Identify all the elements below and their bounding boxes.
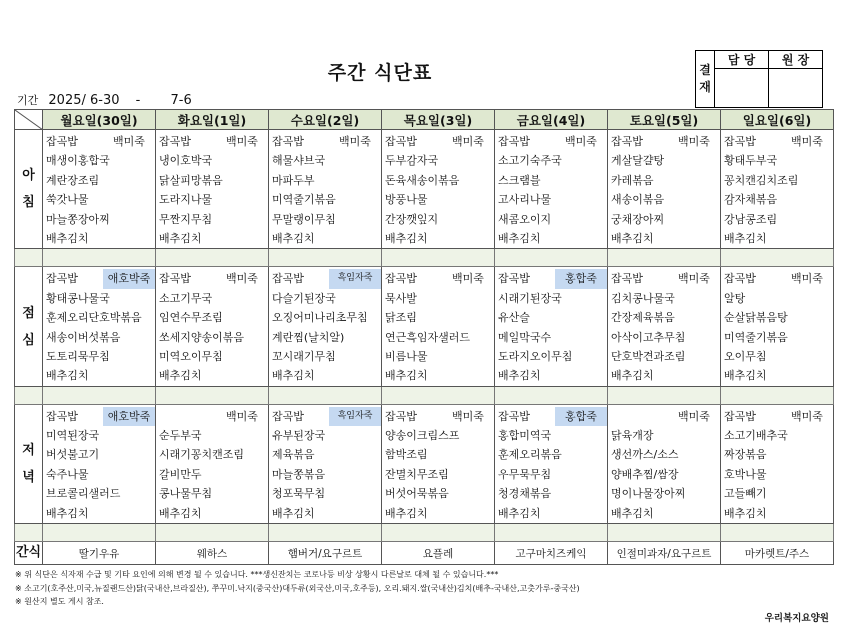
dish-item: 강남콩조림 <box>724 212 778 226</box>
rice-item: 잡곡밥 <box>272 135 304 148</box>
dish-item: 아삭이고추무침 <box>611 330 686 344</box>
dish-item: 순두부국 <box>159 429 202 443</box>
dish-item: 배추김치 <box>159 506 202 520</box>
porridge-item: 백미죽 <box>791 135 823 148</box>
dish-item: 고사리나물 <box>498 193 552 207</box>
dish-item: 쑥갓나물 <box>46 193 89 207</box>
dish-item: 마늘쫑장아찌 <box>46 212 110 226</box>
dish-item: 홍합미역국 <box>498 429 552 443</box>
period-dash: - <box>135 93 141 108</box>
breakfast-cell <box>156 130 269 249</box>
dish-item: 우무묵무침 <box>498 467 552 481</box>
dish-item: 돈육새송이볶음 <box>385 173 460 187</box>
dish-item: 청경채볶음 <box>498 487 552 501</box>
dinner-cell <box>43 404 156 523</box>
dish-item: 배추김치 <box>498 506 541 520</box>
dish-item: 미역줄기볶음 <box>272 193 336 207</box>
dish-item: 닭살피망볶음 <box>159 173 223 187</box>
dish-item: 무짠지무침 <box>159 212 213 226</box>
porridge-item: 백미죽 <box>678 409 710 423</box>
day-header: 일요일(6일) <box>721 110 834 130</box>
approval-col-staff: 담 당 <box>715 51 769 69</box>
dish-item: 제육볶음 <box>272 448 315 462</box>
porridge-item: 백미죽 <box>452 272 484 286</box>
dish-item: 소고기배추국 <box>724 429 788 443</box>
period <box>17 92 192 108</box>
dish-item: 알탕 <box>724 291 746 305</box>
dish-item: 게살달걀탕 <box>611 154 665 168</box>
corner-cell <box>15 110 43 130</box>
porridge-item: 백미죽 <box>113 135 145 148</box>
porridge-item: 백미죽 <box>452 409 484 423</box>
page-title: 주간 식단표 <box>327 62 433 84</box>
snack-cell: 인절미과자/요구르트 <box>608 542 721 565</box>
rice-item: 잡곡밥 <box>498 135 530 148</box>
dish-item: 새송이버섯볶음 <box>46 330 121 344</box>
rice-item: 잡곡밥 <box>159 135 191 148</box>
dish-item: 배추김치 <box>498 369 541 383</box>
porridge-item: 홍합죽 <box>555 269 607 288</box>
dish-item: 마늘쫑볶음 <box>272 467 326 481</box>
snack-cell: 요플레 <box>382 542 495 565</box>
dish-item: 청포묵무침 <box>272 487 326 501</box>
dish-item: 임연수무조림 <box>159 311 223 325</box>
dish-item: 도토리묵무침 <box>46 349 110 363</box>
note-line: ※ 위 식단은 식자재 수급 및 기타 요인에 의해 변경 될 수 있습니다. ***생신잔치는 코로나등 비상 상황시 다른날로 대체 될 수 있습니다.*** <box>15 570 499 579</box>
dish-item: 연근흑임자샐러드 <box>385 330 471 344</box>
lunch-cell <box>269 267 382 386</box>
dish-item: 양배추찜/쌈장 <box>611 467 679 481</box>
dish-item: 생선까스/소스 <box>611 448 679 462</box>
dish-item: 꼬시래기무침 <box>272 349 336 363</box>
dish-item: 명이나물장아찌 <box>611 487 686 501</box>
dish-item: 양송이크림스프 <box>385 429 460 443</box>
dish-item: 도라지오이무침 <box>498 349 573 363</box>
dish-item: 단호박견과조림 <box>611 349 686 363</box>
dish-item: 콩나물무침 <box>159 487 213 501</box>
dish-item: 버섯불고기 <box>46 448 100 462</box>
porridge-item: 백미죽 <box>791 409 823 423</box>
rice-item: 잡곡밥 <box>272 409 304 423</box>
porridge-item: 백미죽 <box>678 135 710 148</box>
dish-item: 배추김치 <box>724 231 767 245</box>
dish-item: 버섯어묵볶음 <box>385 487 449 501</box>
dish-item: 새콤오이지 <box>498 212 552 226</box>
dish-item: 소고기무국 <box>159 291 213 305</box>
dish-item: 배추김치 <box>46 231 89 245</box>
dish-item: 김치콩나물국 <box>611 291 675 305</box>
menu-table <box>14 109 834 565</box>
dinner-cell <box>721 404 834 523</box>
porridge-item: 흑임자죽 <box>329 269 381 288</box>
dinner-cell <box>608 404 721 523</box>
dish-item: 배추김치 <box>385 231 428 245</box>
porridge-item: 애호박죽 <box>103 269 155 288</box>
dish-item: 새송이볶음 <box>611 193 665 207</box>
lunch-cell <box>608 267 721 386</box>
porridge-item: 백미죽 <box>226 272 258 286</box>
porridge-item: 백미죽 <box>565 135 597 148</box>
rice-item: 잡곡밥 <box>272 272 304 286</box>
day-header-row <box>15 110 834 130</box>
period-from: 2025/ 6-30 <box>48 93 120 108</box>
rice-item: 잡곡밥 <box>498 409 530 423</box>
snack-cell: 햄버거/요구르트 <box>269 542 382 565</box>
dish-item: 배추김치 <box>611 231 654 245</box>
rice-item: 잡곡밥 <box>611 272 643 286</box>
dish-item: 배추김치 <box>611 506 654 520</box>
dish-item: 유부된장국 <box>272 429 326 443</box>
approval-sign-director[interactable] <box>769 69 823 108</box>
dish-item: 방풍나물 <box>385 193 428 207</box>
dish-item: 배추김치 <box>159 369 202 383</box>
dish-item: 함박조림 <box>385 448 428 462</box>
dish-item: 감자채볶음 <box>724 193 778 207</box>
rice-item: 잡곡밥 <box>385 135 417 148</box>
approval-col-director: 원 장 <box>769 51 823 69</box>
lunch-cell <box>156 267 269 386</box>
dish-item: 배추김치 <box>272 369 315 383</box>
gap-row <box>15 249 834 267</box>
dish-item: 시래기된장국 <box>498 291 562 305</box>
dish-item: 꽁치캔김치조림 <box>724 173 799 187</box>
porridge-item: 백미죽 <box>791 272 823 286</box>
dish-item: 닭육개장 <box>611 429 654 443</box>
dish-item: 계란장조림 <box>46 173 100 187</box>
dish-item: 무말랭이무침 <box>272 212 336 226</box>
dish-item: 오징어미나리초무침 <box>272 311 368 325</box>
approval-sign-staff[interactable] <box>715 69 769 108</box>
dish-item: 닭조림 <box>385 311 417 325</box>
dish-item: 소고기숙주국 <box>498 154 562 168</box>
dish-item: 궁채장아찌 <box>611 212 665 226</box>
dish-item: 잔멸치무조림 <box>385 467 449 481</box>
note-line: ※ 원산지 별도 게시 참조. <box>15 597 104 606</box>
dinner-cell <box>382 404 495 523</box>
snack-cell: 고구마치즈케익 <box>495 542 608 565</box>
day-header: 목요일(3일) <box>382 110 495 130</box>
note-line: ※ 소고기(호주산,미국,뉴질랜드산)닭(국내산,브라질산), 쭈꾸미.낙지(중국산)대두류(외국산,미국,호주등), 오리.돼지.쌀(국내산)김치(배추-국내산,고춧가루-중국산) <box>15 583 580 593</box>
porridge-item: 백미죽 <box>452 135 484 148</box>
dinner-cell <box>156 404 269 523</box>
porridge-item: 백미죽 <box>339 135 371 148</box>
dish-item: 배추김치 <box>272 506 315 520</box>
rice-item: 잡곡밥 <box>498 272 530 286</box>
dish-item: 고들빼기 <box>724 487 767 501</box>
dish-item: 비름나물 <box>385 349 428 363</box>
dish-item: 묵사발 <box>385 291 417 305</box>
dinner-cell <box>495 404 608 523</box>
dish-item: 배추김치 <box>385 369 428 383</box>
dish-item: 미역오이무침 <box>159 349 223 363</box>
dish-item: 간장깻잎지 <box>385 212 439 226</box>
dish-item: 숙주나물 <box>46 467 89 481</box>
meal-label-breakfast: 아 침 <box>15 130 43 249</box>
rice-item: 잡곡밥 <box>724 409 756 423</box>
dish-item: 해물샤브국 <box>272 154 326 168</box>
dish-item: 카레볶음 <box>611 173 654 187</box>
dish-item: 호박나물 <box>724 467 767 481</box>
dish-item: 다슬기된장국 <box>272 291 336 305</box>
day-header: 토요일(5일) <box>608 110 721 130</box>
rice-item: 잡곡밥 <box>724 135 756 148</box>
dinner-cell <box>269 404 382 523</box>
breakfast-cell <box>721 130 834 249</box>
dish-item: 짜장볶음 <box>724 448 767 462</box>
dish-item: 배추김치 <box>498 231 541 245</box>
breakfast-cell <box>382 130 495 249</box>
dish-item: 냉이호박국 <box>159 154 213 168</box>
period-to: 7-6 <box>170 93 192 108</box>
notes <box>15 568 580 609</box>
rice-item: 잡곡밥 <box>46 135 78 148</box>
snack-cell: 웨하스 <box>156 542 269 565</box>
day-header: 금요일(4일) <box>495 110 608 130</box>
snack-cell: 마카렛트/주스 <box>721 542 834 565</box>
approval-box <box>695 50 823 108</box>
dinner-row <box>15 404 834 523</box>
dish-item: 배추김치 <box>159 231 202 245</box>
lunch-cell <box>721 267 834 386</box>
dish-item: 배추김치 <box>46 506 89 520</box>
dish-item: 훈제오리볶음 <box>498 448 562 462</box>
meal-label-snack: 간식 <box>15 542 43 565</box>
dish-item: 두부감자국 <box>385 154 439 168</box>
dish-item: 쏘세지양송이볶음 <box>159 330 245 344</box>
rice-item: 잡곡밥 <box>385 409 417 423</box>
lunch-cell <box>382 267 495 386</box>
rice-item: 잡곡밥 <box>724 272 756 286</box>
breakfast-cell <box>269 130 382 249</box>
lunch-row <box>15 267 834 386</box>
dish-item: 배추김치 <box>724 369 767 383</box>
porridge-item: 백미죽 <box>226 409 258 423</box>
dish-item: 메일막국수 <box>498 330 552 344</box>
dish-item: 순살닭볶음탕 <box>724 311 788 325</box>
dish-item: 배추김치 <box>724 506 767 520</box>
dish-item: 갈비만두 <box>159 467 202 481</box>
dish-item: 배추김치 <box>611 369 654 383</box>
dish-item: 황태두부국 <box>724 154 778 168</box>
dish-item: 황태콩나물국 <box>46 291 110 305</box>
dish-item: 계란찜(날치알) <box>272 330 345 344</box>
dish-item: 오이무침 <box>724 349 767 363</box>
rice-item: 잡곡밥 <box>46 272 78 286</box>
day-header: 화요일(1일) <box>156 110 269 130</box>
dish-item: 마파두부 <box>272 173 315 187</box>
dish-item: 시래기꽁치캔조림 <box>159 448 245 462</box>
porridge-item: 흑임자죽 <box>329 407 381 426</box>
snack-row <box>15 542 834 565</box>
dish-item: 매생이홍합국 <box>46 154 110 168</box>
facility-name: 우리복지요양원 <box>764 613 829 624</box>
dish-item: 미역줄기볶음 <box>724 330 788 344</box>
porridge-item: 백미죽 <box>226 135 258 148</box>
day-header: 월요일(30일) <box>43 110 156 130</box>
rice-item: 잡곡밥 <box>159 272 191 286</box>
lunch-cell <box>495 267 608 386</box>
breakfast-row <box>15 130 834 249</box>
dish-item: 배추김치 <box>46 369 89 383</box>
rice-item: 잡곡밥 <box>385 272 417 286</box>
dish-item: 브로콜리샐러드 <box>46 487 121 501</box>
dish-item: 간장제육볶음 <box>611 311 675 325</box>
rice-item: 잡곡밥 <box>46 409 78 423</box>
dish-item: 훈제오리단호박볶음 <box>46 311 142 325</box>
snack-cell: 딸기우유 <box>43 542 156 565</box>
breakfast-cell <box>43 130 156 249</box>
porridge-item: 홍합죽 <box>555 407 607 426</box>
dish-item: 도라지나물 <box>159 193 213 207</box>
corner-diagonal <box>15 110 43 130</box>
gap-row <box>15 386 834 404</box>
breakfast-cell <box>495 130 608 249</box>
meal-label-dinner: 저 녁 <box>15 404 43 523</box>
rice-item: 잡곡밥 <box>611 135 643 148</box>
approval-label: 결재 <box>696 51 715 108</box>
porridge-item: 백미죽 <box>678 272 710 286</box>
period-label: 기간 <box>17 94 39 107</box>
meal-label-lunch: 점 심 <box>15 267 43 386</box>
dish-item: 스크램블 <box>498 173 541 187</box>
lunch-cell <box>43 267 156 386</box>
dish-item: 미역된장국 <box>46 429 100 443</box>
dish-item: 유산슬 <box>498 311 530 325</box>
gap-row <box>15 524 834 542</box>
breakfast-cell <box>608 130 721 249</box>
dish-item: 배추김치 <box>385 506 428 520</box>
dish-item: 배추김치 <box>272 231 315 245</box>
day-header: 수요일(2일) <box>269 110 382 130</box>
porridge-item: 애호박죽 <box>103 407 155 426</box>
